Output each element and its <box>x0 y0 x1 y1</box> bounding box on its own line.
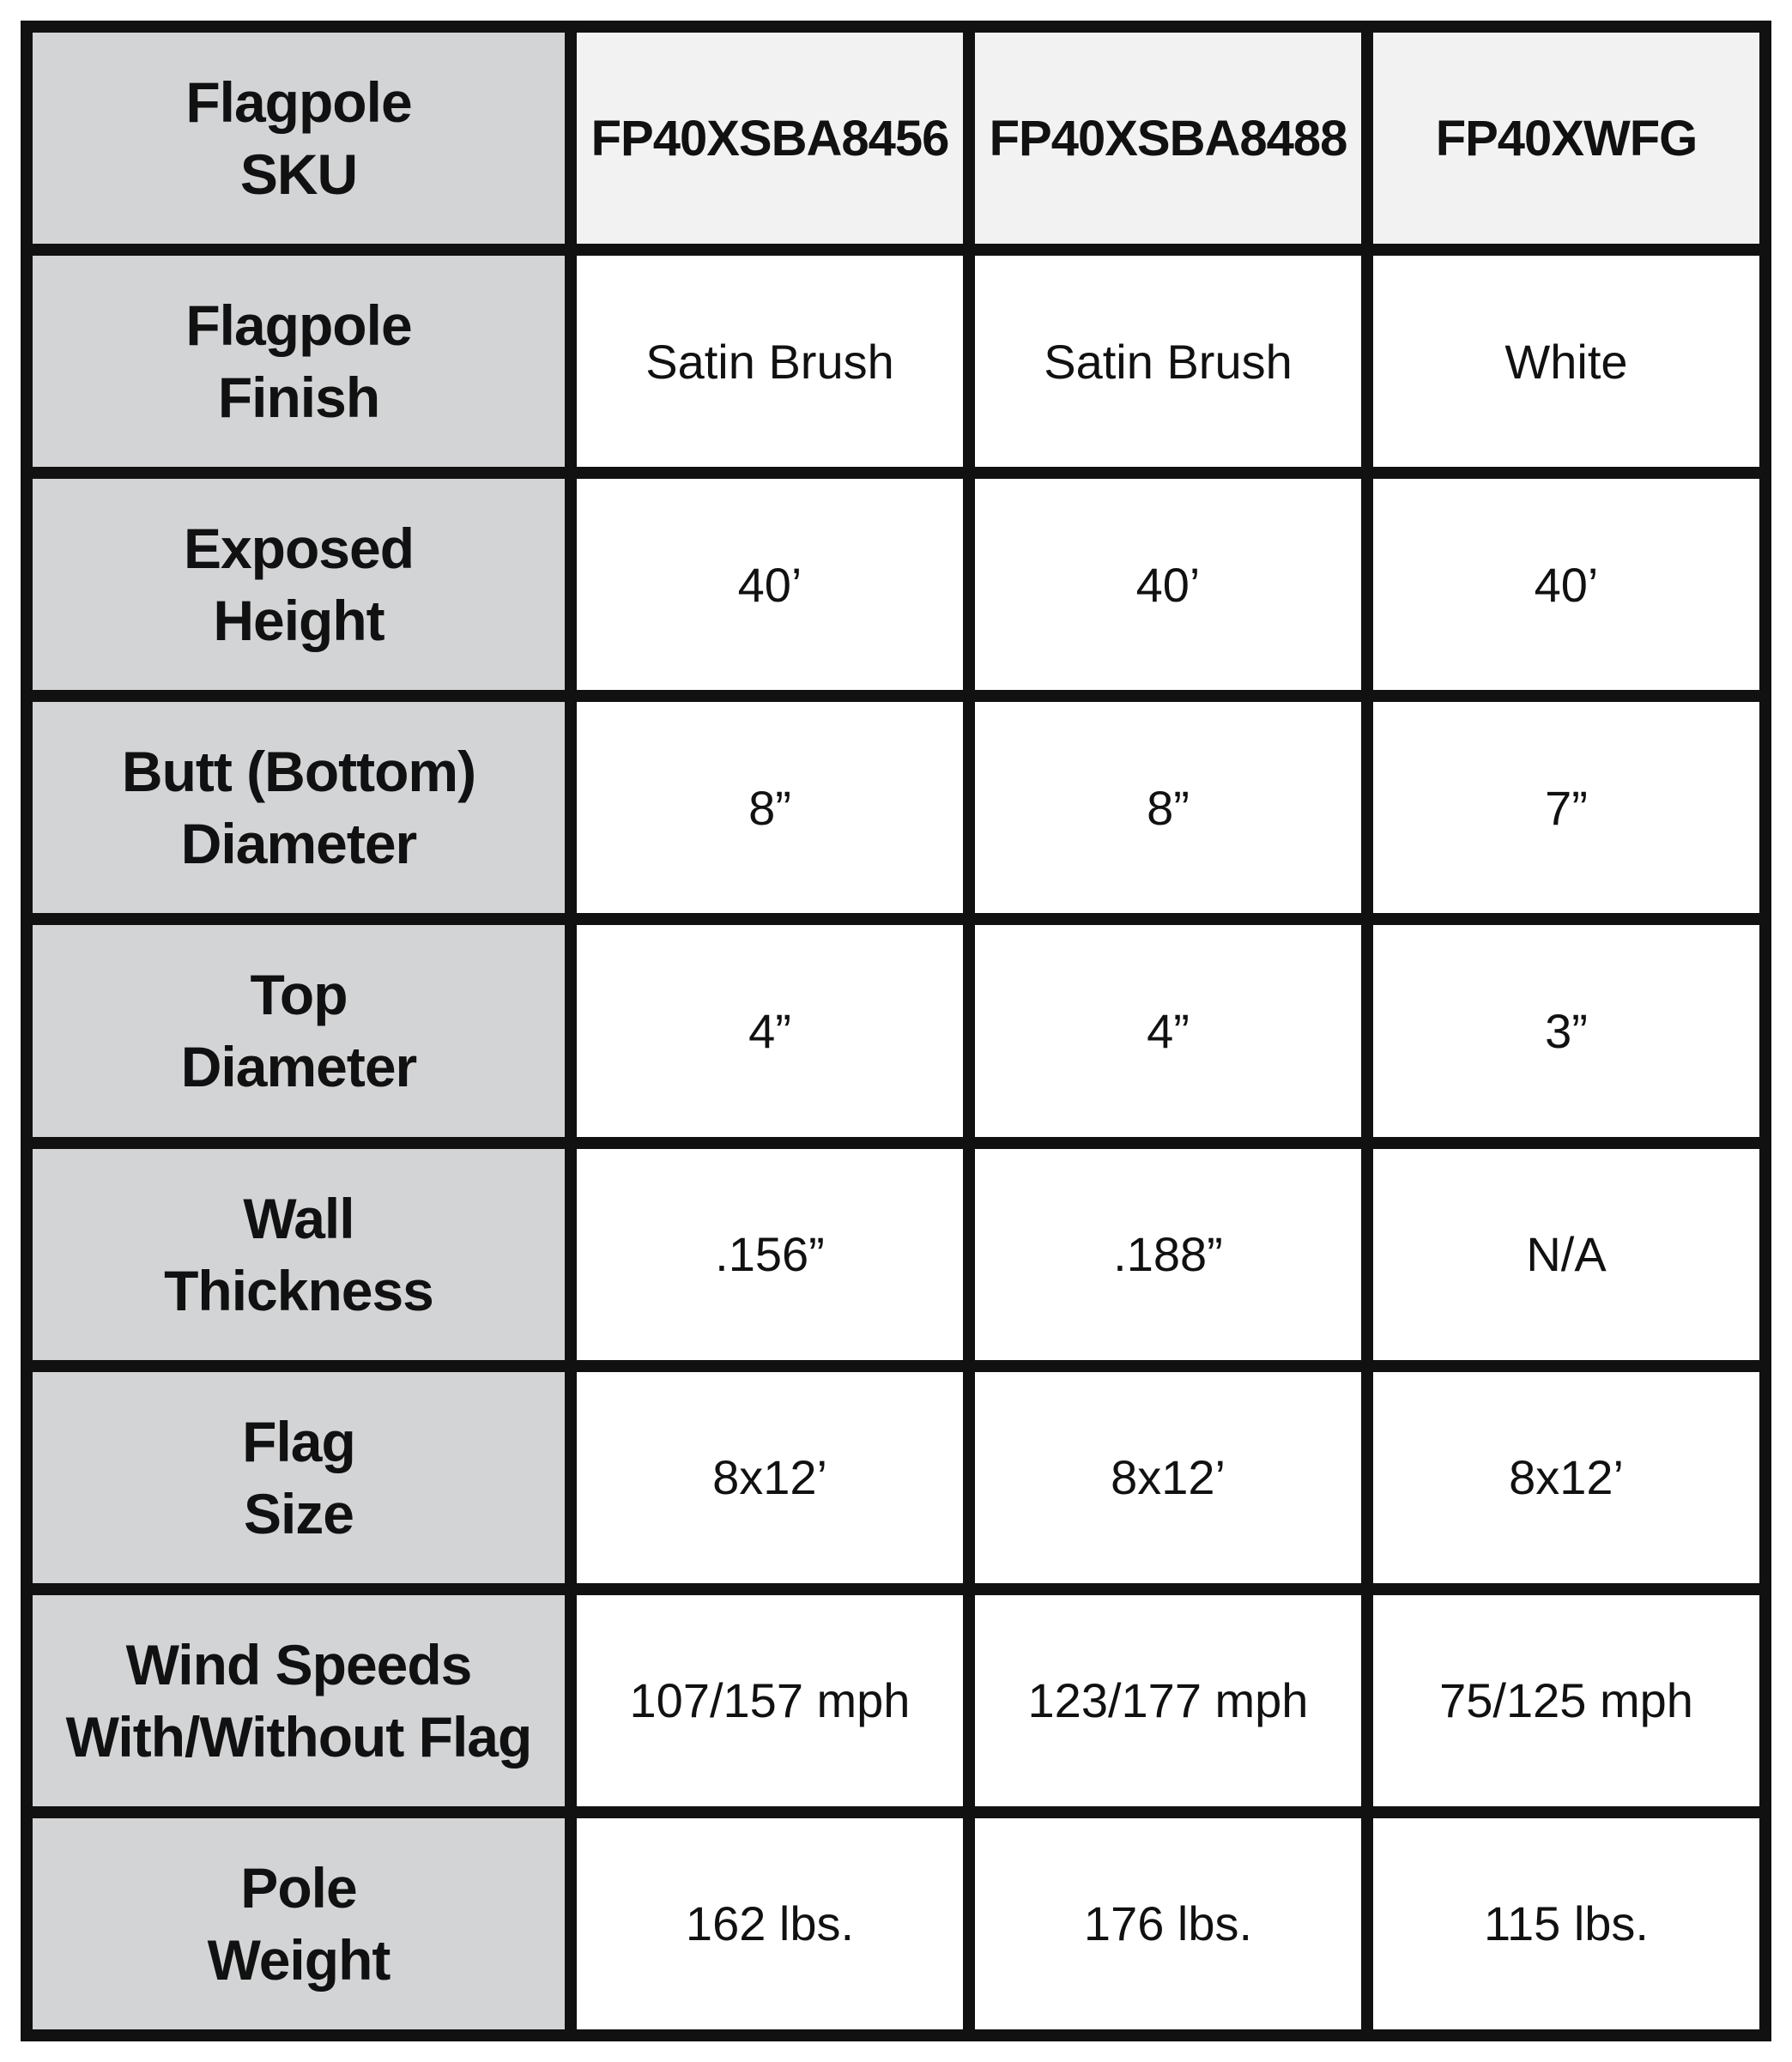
table-row-flag-size <box>33 1372 1759 1583</box>
row-label-flag-size: Flag Size <box>33 1372 565 1583</box>
table-row-wind-speeds <box>33 1595 1759 1806</box>
value-cell: 8x12’ <box>975 1372 1361 1583</box>
value-cell: 4” <box>577 925 963 1136</box>
sku-cell: FP40XSBA8488 <box>975 33 1361 244</box>
row-label-exposed-height: Exposed Height <box>33 479 565 690</box>
value-cell: 40’ <box>975 479 1361 690</box>
value-cell: 7” <box>1373 702 1759 913</box>
table-row-pole-weight <box>33 1818 1759 2029</box>
table-row-top-diameter <box>33 925 1759 1136</box>
row-label-wall-thickness: Wall Thickness <box>33 1149 565 1360</box>
value-cell: 162 lbs. <box>577 1818 963 2029</box>
value-cell: 8” <box>577 702 963 913</box>
value-cell: 4” <box>975 925 1361 1136</box>
sku-cell: FP40XWFG <box>1373 33 1759 244</box>
value-cell: 75/125 mph <box>1373 1595 1759 1806</box>
row-label-top-diameter: Top Diameter <box>33 925 565 1136</box>
value-cell: 176 lbs. <box>975 1818 1361 2029</box>
table-row-butt-diameter <box>33 702 1759 913</box>
value-cell: 8” <box>975 702 1361 913</box>
value-cell: 40’ <box>1373 479 1759 690</box>
row-label-flagpole-sku: Flagpole SKU <box>33 33 565 244</box>
value-cell: 107/157 mph <box>577 1595 963 1806</box>
value-cell: Satin Brush <box>975 256 1361 467</box>
value-cell: .156” <box>577 1149 963 1360</box>
value-cell: 115 lbs. <box>1373 1818 1759 2029</box>
sku-cell: FP40XSBA8456 <box>577 33 963 244</box>
table-row-sku <box>33 33 1759 244</box>
row-label-pole-weight: Pole Weight <box>33 1818 565 2029</box>
value-cell: 123/177 mph <box>975 1595 1361 1806</box>
value-cell: N/A <box>1373 1149 1759 1360</box>
table-row-exposed-height <box>33 479 1759 690</box>
flagpole-spec-table <box>21 21 1771 2041</box>
value-cell: 8x12’ <box>577 1372 963 1583</box>
value-cell: Satin Brush <box>577 256 963 467</box>
row-label-wind-speeds: Wind Speeds With/Without Flag <box>33 1595 565 1806</box>
row-label-butt-diameter: Butt (Bottom) Diameter <box>33 702 565 913</box>
value-cell: 3” <box>1373 925 1759 1136</box>
table-row-finish <box>33 256 1759 467</box>
flagpole-spec-table-frame <box>21 21 1771 2041</box>
row-label-flagpole-finish: Flagpole Finish <box>33 256 565 467</box>
value-cell: .188” <box>975 1149 1361 1360</box>
value-cell: White <box>1373 256 1759 467</box>
value-cell: 40’ <box>577 479 963 690</box>
table-row-wall-thickness <box>33 1149 1759 1360</box>
value-cell: 8x12’ <box>1373 1372 1759 1583</box>
